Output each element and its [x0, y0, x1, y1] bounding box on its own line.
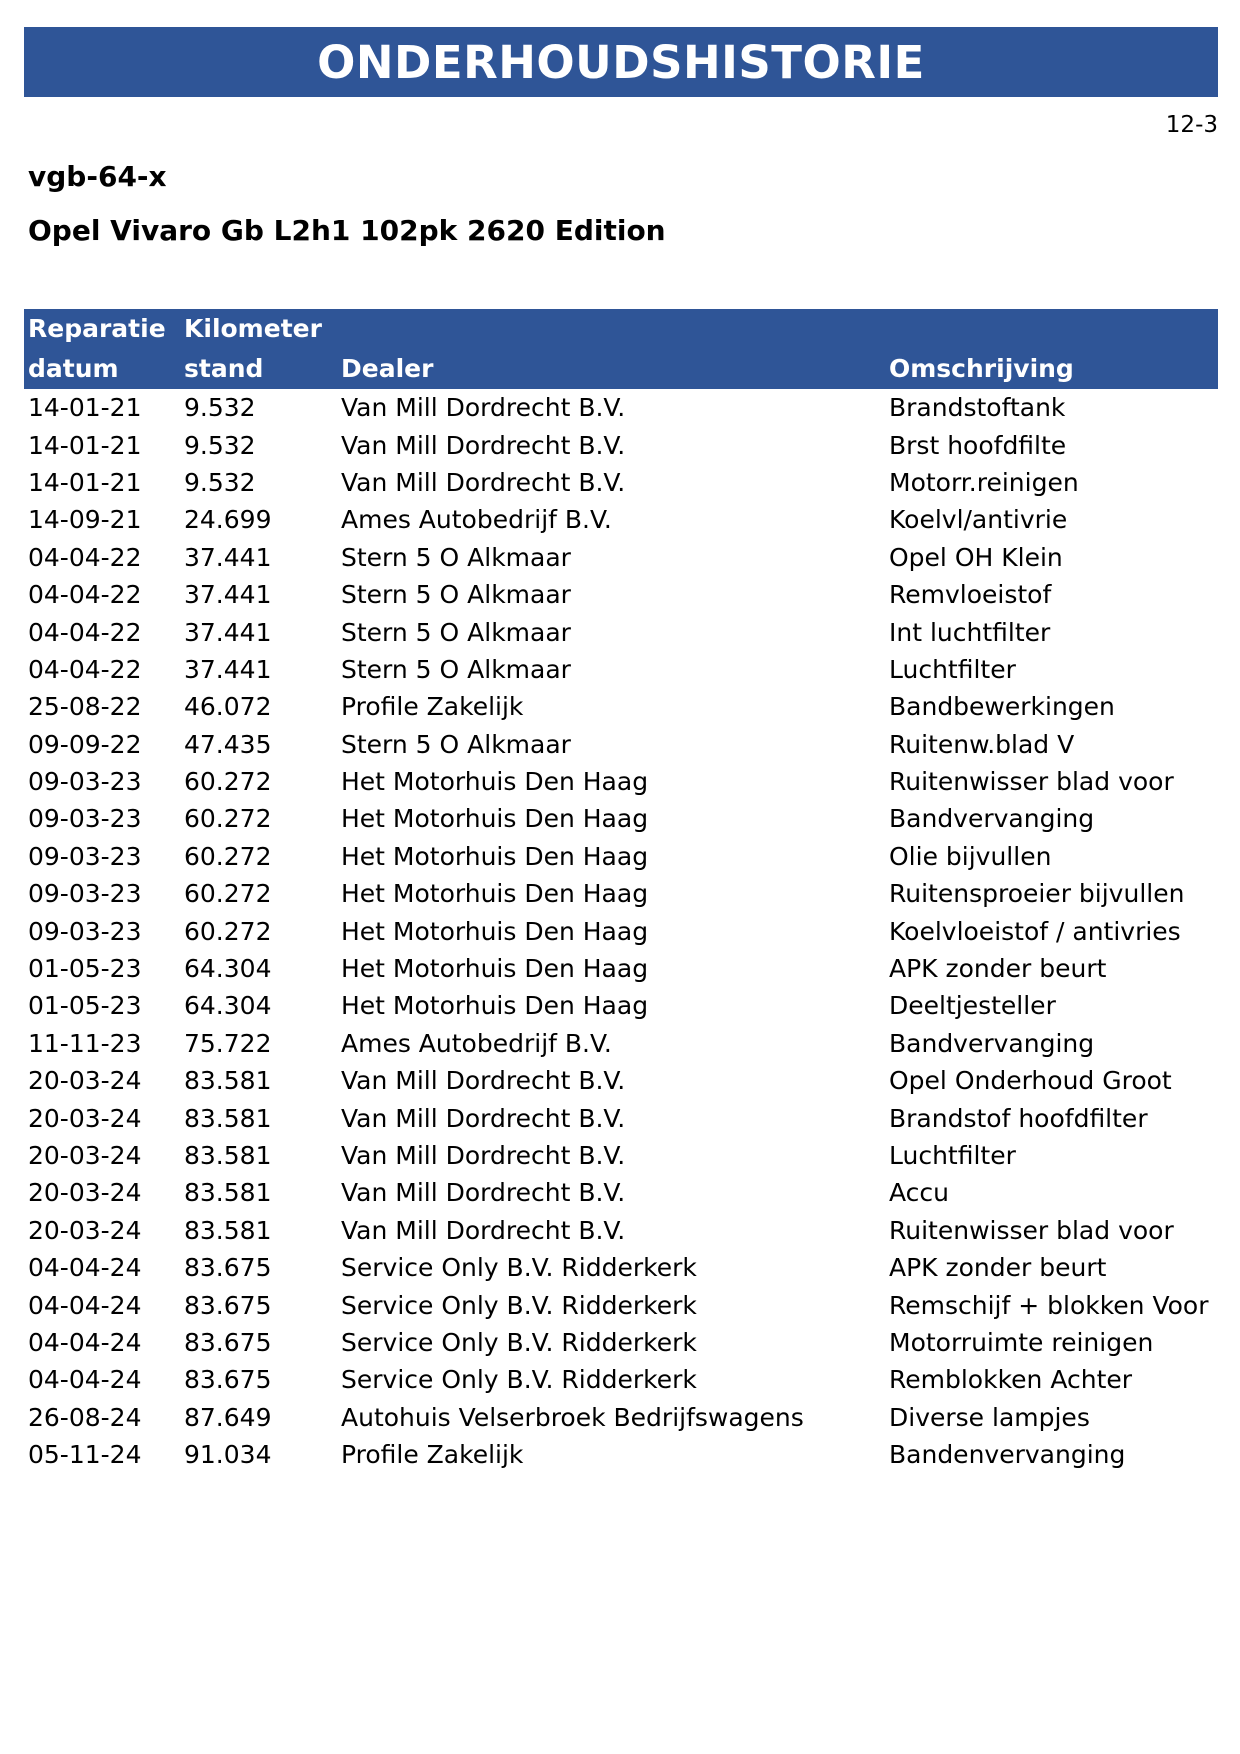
mileage-cell: 60.272 [184, 804, 272, 834]
table-row [24, 651, 1218, 688]
description-cell: Koelvl/antivrie [889, 505, 1068, 535]
repair-date-cell: 09-03-23 [28, 916, 142, 946]
description-cell: Bandbewerkingen [889, 692, 1115, 722]
dealer-cell: Service Only B.V. Ridderkerk [341, 1253, 697, 1283]
dealer-cell: Het Motorhuis Den Haag [341, 954, 649, 984]
table-row [24, 800, 1218, 837]
description-cell: Ruitenwisser blad voor [889, 1215, 1174, 1245]
table-row [24, 1324, 1218, 1361]
table-row [24, 1212, 1218, 1249]
repair-date-cell: 09-03-23 [28, 767, 142, 797]
column-header-line1: Reparatie [28, 314, 166, 343]
dealer-cell: Stern 5 O Alkmaar [341, 580, 571, 610]
dealer-cell: Van Mill Dordrecht B.V. [341, 430, 626, 460]
repair-date-cell: 11-11-23 [28, 1028, 142, 1058]
repair-date-cell: 05-11-24 [28, 1440, 142, 1470]
mileage-cell: 60.272 [184, 879, 272, 909]
table-body [24, 389, 1218, 1473]
column-header-line2: stand [184, 354, 264, 383]
table-row [24, 1436, 1218, 1473]
repair-date-cell: 09-03-23 [28, 879, 142, 909]
mileage-cell: 83.675 [184, 1290, 272, 1320]
mileage-cell: 24.699 [184, 505, 272, 535]
table-row [24, 1174, 1218, 1211]
repair-date-cell: 14-01-21 [28, 393, 142, 423]
repair-date-cell: 04-04-22 [28, 617, 142, 647]
repair-date-cell: 04-04-22 [28, 580, 142, 610]
column-header-repair-date [24, 309, 180, 389]
description-cell: APK zonder beurt [889, 954, 1107, 984]
repair-date-cell: 20-03-24 [28, 1141, 142, 1170]
description-cell: Koelvloeistof / antivries [889, 916, 1181, 946]
mileage-cell: 60.272 [184, 767, 272, 797]
title-banner [24, 27, 1218, 97]
dealer-cell: Van Mill Dordrecht B.V. [341, 1178, 626, 1208]
table-row [24, 875, 1218, 912]
mileage-cell: 83.581 [184, 1103, 272, 1133]
description-cell: Luchtfilter [889, 1141, 1016, 1170]
mileage-cell: 60.272 [184, 841, 272, 871]
column-header-mileage [180, 309, 337, 389]
table-row [24, 1361, 1218, 1398]
mileage-cell: 9.532 [184, 393, 256, 423]
table-row [24, 539, 1218, 576]
description-cell: Int luchtfilter [889, 617, 1051, 647]
dealer-cell: Ames Autobedrijf B.V. [341, 1028, 612, 1058]
table-row [24, 1286, 1218, 1323]
dealer-cell: Van Mill Dordrecht B.V. [341, 393, 626, 423]
repair-date-cell: 04-04-22 [28, 542, 142, 572]
mileage-cell: 83.581 [184, 1066, 272, 1096]
mileage-cell: 87.649 [184, 1402, 272, 1432]
repair-date-cell: 20-03-24 [28, 1103, 142, 1133]
dealer-cell: Het Motorhuis Den Haag [341, 841, 649, 871]
dealer-cell: Van Mill Dordrecht B.V. [341, 467, 626, 497]
page-title: ONDERHOUDSHISTORIE [317, 35, 925, 89]
description-cell: Diverse lampjes [889, 1402, 1090, 1432]
table-header-row [24, 309, 1218, 389]
description-cell: Accu [889, 1178, 949, 1208]
mileage-cell: 83.675 [184, 1365, 272, 1395]
description-cell: Opel OH Klein [889, 542, 1063, 572]
description-cell: Remblokken Achter [889, 1365, 1133, 1395]
mileage-cell: 83.581 [184, 1215, 272, 1245]
dealer-cell: Het Motorhuis Den Haag [341, 991, 649, 1021]
repair-date-cell: 20-03-24 [28, 1066, 142, 1096]
mileage-cell: 37.441 [184, 580, 272, 610]
description-cell: Bandvervanging [889, 804, 1095, 834]
repair-date-cell: 25-08-22 [28, 692, 142, 722]
column-header-line2: datum [28, 354, 119, 383]
description-cell: Ruitenw.blad V [889, 729, 1075, 759]
dealer-cell: Van Mill Dordrecht B.V. [341, 1141, 626, 1170]
repair-date-cell: 09-03-23 [28, 804, 142, 834]
repair-date-cell: 04-04-24 [28, 1365, 142, 1395]
description-cell: APK zonder beurt [889, 1253, 1107, 1283]
table-row [24, 501, 1218, 538]
repair-date-cell: 09-09-22 [28, 729, 142, 759]
table-row [24, 838, 1218, 875]
dealer-cell: Van Mill Dordrecht B.V. [341, 1066, 626, 1096]
description-cell: Olie bijvullen [889, 841, 1052, 871]
table-row [24, 688, 1218, 725]
dealer-cell: Autohuis Velserbroek Bedrijfswagens [341, 1402, 804, 1432]
column-header-dealer [337, 309, 885, 389]
repair-date-cell: 04-04-22 [28, 654, 142, 684]
column-header-line2: Omschrijving [889, 354, 1074, 383]
mileage-cell: 37.441 [184, 654, 272, 684]
repair-date-cell: 14-01-21 [28, 430, 142, 460]
description-cell: Bandvervanging [889, 1028, 1095, 1058]
mileage-cell: 46.072 [184, 692, 272, 722]
table-row [24, 1399, 1218, 1436]
mileage-cell: 64.304 [184, 991, 272, 1021]
repair-date-cell: 20-03-24 [28, 1215, 142, 1245]
column-header-line1: Kilometer [184, 314, 322, 343]
dealer-cell: Stern 5 O Alkmaar [341, 654, 571, 684]
mileage-cell: 9.532 [184, 467, 256, 497]
description-cell: Motorruimte reinigen [889, 1327, 1154, 1357]
table-row [24, 912, 1218, 949]
dealer-cell: Service Only B.V. Ridderkerk [341, 1365, 697, 1395]
table-row [24, 1025, 1218, 1062]
table-row [24, 763, 1218, 800]
repair-date-cell: 04-04-24 [28, 1253, 142, 1283]
mileage-cell: 37.441 [184, 617, 272, 647]
dealer-cell: Service Only B.V. Ridderkerk [341, 1290, 697, 1320]
description-cell: Remschijf + blokken Voor [889, 1290, 1209, 1320]
dealer-cell: Stern 5 O Alkmaar [341, 729, 571, 759]
dealer-cell: Ames Autobedrijf B.V. [341, 505, 612, 535]
mileage-cell: 91.034 [184, 1440, 272, 1470]
mileage-cell: 83.581 [184, 1141, 272, 1170]
repair-date-cell: 01-05-23 [28, 954, 142, 984]
dealer-cell: Profile Zakelijk [341, 692, 524, 722]
repair-date-cell: 04-04-24 [28, 1290, 142, 1320]
description-cell: Remvloeistof [889, 580, 1052, 610]
page-number: 12-3 [1165, 112, 1218, 138]
dealer-cell: Van Mill Dordrecht B.V. [341, 1215, 626, 1245]
mileage-cell: 83.675 [184, 1253, 272, 1283]
repair-date-cell: 14-09-21 [28, 505, 142, 535]
repair-date-cell: 26-08-24 [28, 1402, 142, 1432]
description-cell: Brst hoofdfilte [889, 430, 1067, 460]
repair-date-cell: 09-03-23 [28, 841, 142, 871]
dealer-cell: Het Motorhuis Den Haag [341, 879, 649, 909]
maintenance-history-table [24, 309, 1218, 1473]
column-header-line2: Dealer [341, 354, 434, 383]
dealer-cell: Profile Zakelijk [341, 1440, 524, 1470]
mileage-cell: 47.435 [184, 729, 272, 759]
table-row [24, 426, 1218, 463]
dealer-cell: Stern 5 O Alkmaar [341, 617, 571, 647]
description-cell: Motorr.reinigen [889, 467, 1079, 497]
repair-date-cell: 20-03-24 [28, 1178, 142, 1208]
description-cell: Opel Onderhoud Groot [889, 1066, 1172, 1096]
column-header-description [885, 309, 1218, 389]
table-row [24, 464, 1218, 501]
mileage-cell: 37.441 [184, 542, 272, 572]
table-row [24, 987, 1218, 1024]
mileage-cell: 64.304 [184, 954, 272, 984]
mileage-cell: 75.722 [184, 1028, 272, 1058]
mileage-cell: 9.532 [184, 430, 256, 460]
description-cell: Deeltjesteller [889, 991, 1056, 1021]
dealer-cell: Het Motorhuis Den Haag [341, 767, 649, 797]
description-cell: Ruitenwisser blad voor [889, 767, 1174, 797]
table-row [24, 1099, 1218, 1136]
description-cell: Bandenvervanging [889, 1440, 1126, 1470]
mileage-cell: 83.581 [184, 1178, 272, 1208]
description-cell: Brandstoftank [889, 393, 1066, 423]
table-header [24, 309, 1218, 389]
license-plate: vgb-64-x [28, 160, 167, 193]
table-row [24, 950, 1218, 987]
repair-date-cell: 14-01-21 [28, 467, 142, 497]
mileage-cell: 60.272 [184, 916, 272, 946]
table-row [24, 613, 1218, 650]
dealer-cell: Van Mill Dordrecht B.V. [341, 1103, 626, 1133]
table-row [24, 726, 1218, 763]
table-row [24, 1062, 1218, 1099]
vehicle-model: Opel Vivaro Gb L2h1 102pk 2620 Edition [28, 214, 666, 247]
repair-date-cell: 04-04-24 [28, 1327, 142, 1357]
description-cell: Ruitensproeier bijvullen [889, 879, 1185, 909]
dealer-cell: Service Only B.V. Ridderkerk [341, 1327, 697, 1357]
table-row [24, 389, 1218, 426]
dealer-cell: Het Motorhuis Den Haag [341, 916, 649, 946]
description-cell: Brandstof hoofdfilter [889, 1103, 1148, 1133]
table-row [24, 576, 1218, 613]
dealer-cell: Het Motorhuis Den Haag [341, 804, 649, 834]
table-row [24, 1137, 1218, 1174]
mileage-cell: 83.675 [184, 1327, 272, 1357]
description-cell: Luchtfilter [889, 654, 1016, 684]
table-row [24, 1249, 1218, 1286]
repair-date-cell: 01-05-23 [28, 991, 142, 1021]
dealer-cell: Stern 5 O Alkmaar [341, 542, 571, 572]
